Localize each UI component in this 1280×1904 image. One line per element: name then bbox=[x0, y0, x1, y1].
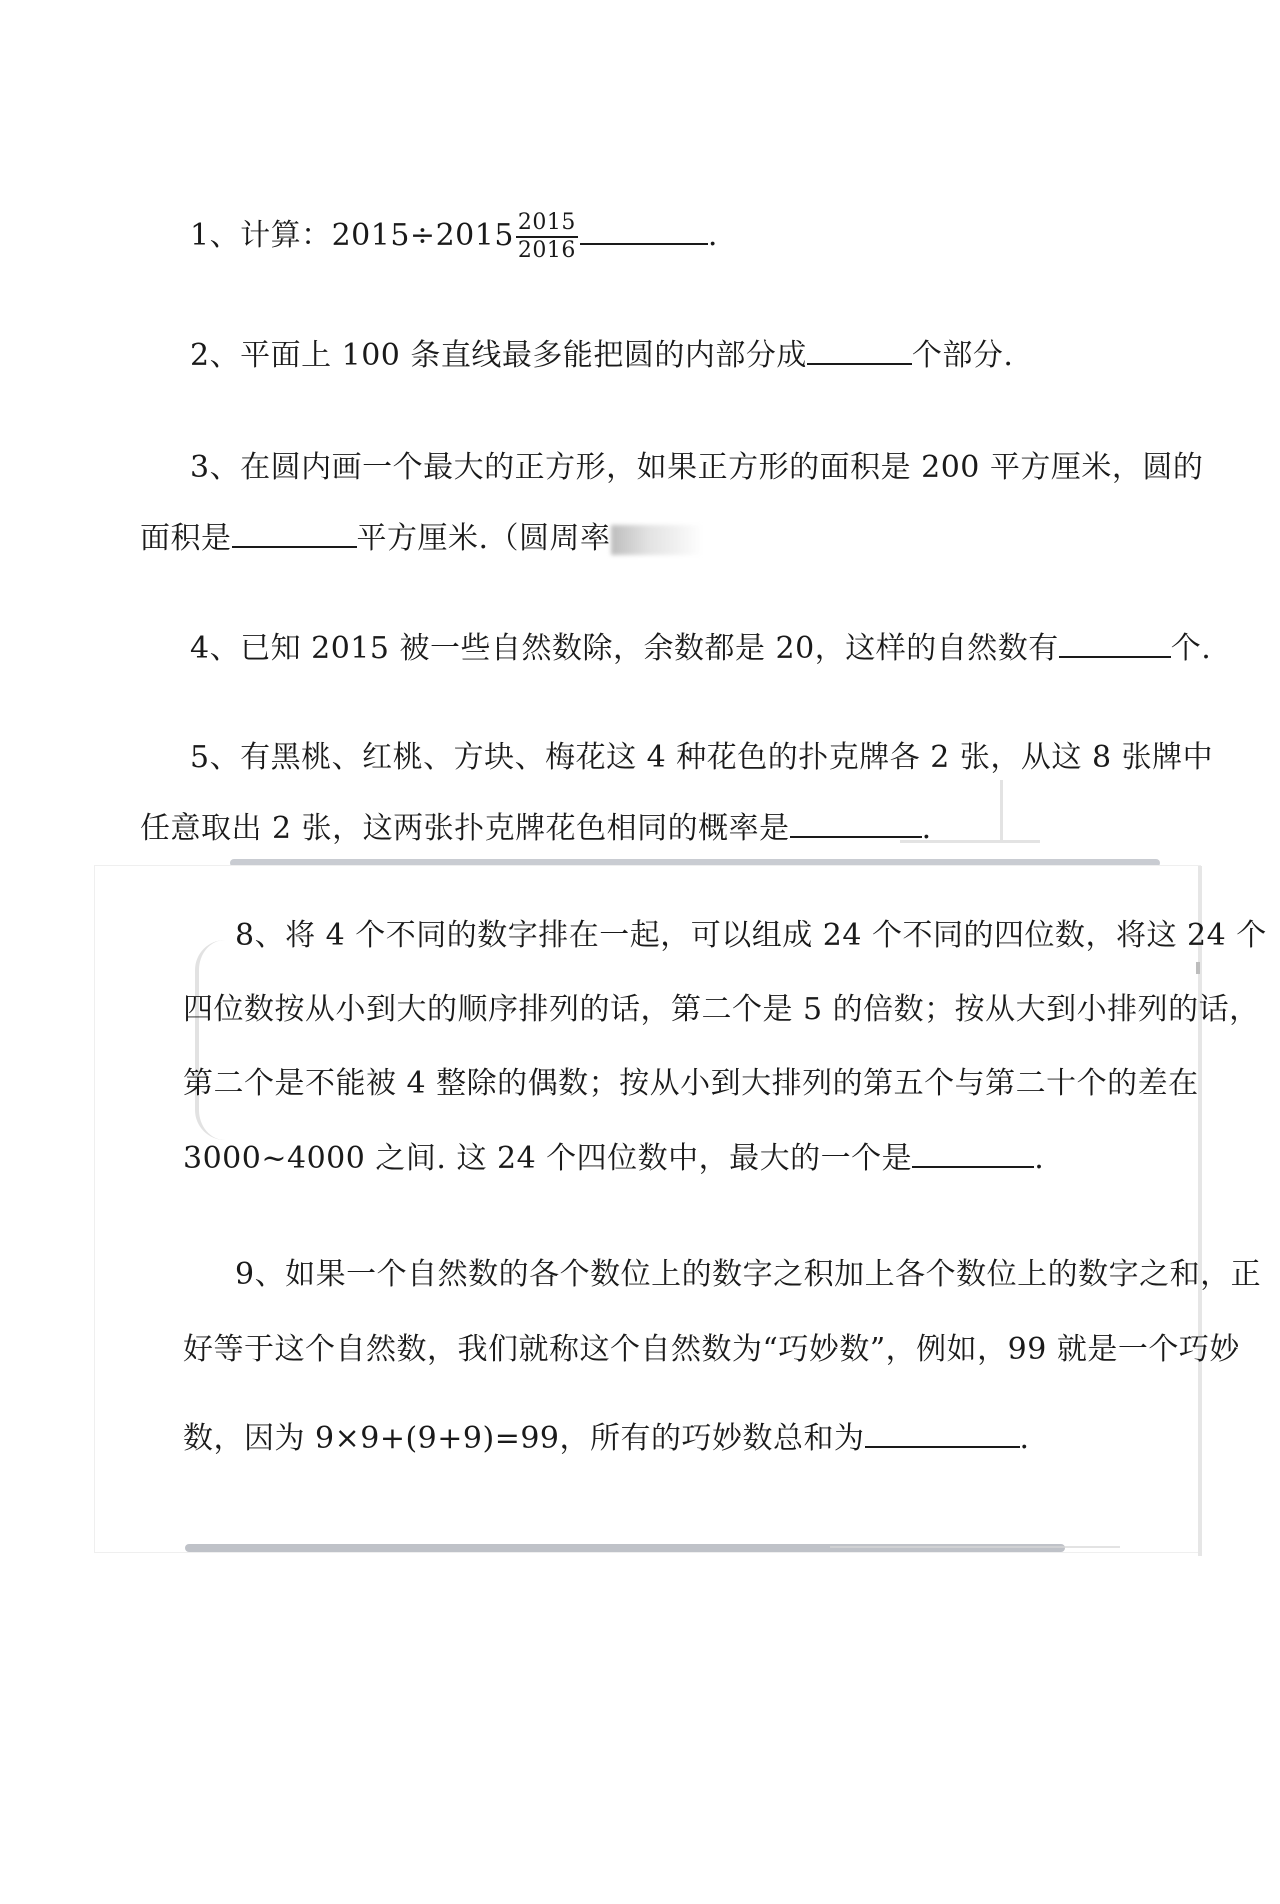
show-through-mark bbox=[1000, 780, 1007, 840]
answer-blank-3[interactable] bbox=[232, 518, 357, 548]
question-2-end: 个部分. bbox=[911, 338, 1014, 373]
question-9-text-2: 好等于这个自然数，我们就称这个自然数为“巧妙数”，例如，99 就是一个巧妙 bbox=[183, 1332, 1240, 1367]
question-5-line-1 bbox=[190, 738, 1213, 778]
answer-blank-2[interactable] bbox=[807, 335, 912, 365]
question-3-text-2: 面积是 bbox=[140, 521, 232, 556]
question-8-line-4 bbox=[183, 1138, 1044, 1179]
question-8-end: . bbox=[1034, 1141, 1045, 1176]
question-9-text-1: 9、如果一个自然数的各个数位上的数字之积加上各个数位上的数字之和，正 bbox=[235, 1257, 1262, 1292]
question-8-line-2 bbox=[183, 990, 1260, 1030]
question-8-text-3: 第二个是不能被 4 整除的偶数；按从小到大排列的第五个与第二十个的差在 bbox=[183, 1066, 1199, 1101]
question-5-text-2: 任意取出 2 张，这两张扑克牌花色相同的概率是 bbox=[140, 811, 790, 846]
show-through-mark bbox=[195, 940, 319, 1140]
fraction-numerator: 2015 bbox=[516, 210, 578, 238]
question-3-text-1: 3、在圆内画一个最大的正方形，如果正方形的面积是 200 平方厘米，圆的 bbox=[190, 450, 1204, 485]
answer-blank-1[interactable] bbox=[580, 215, 708, 245]
question-3-line-1 bbox=[190, 448, 1203, 488]
question-1-end: . bbox=[707, 218, 718, 253]
question-9-end: . bbox=[1019, 1421, 1030, 1456]
question-2-text: 2、平面上 100 条直线最多能把圆的内部分成 bbox=[190, 338, 807, 373]
question-9-line-2 bbox=[183, 1330, 1240, 1370]
question-8-line-3 bbox=[183, 1064, 1199, 1104]
panel-scroll-tick bbox=[1196, 962, 1200, 974]
question-5-line-2 bbox=[140, 808, 932, 849]
question-9-text-3: 数，因为 9×9+(9+9)=99，所有的巧妙数总和为 bbox=[183, 1421, 865, 1456]
question-2 bbox=[190, 335, 1013, 376]
question-8-text-1: 8、将 4 个不同的数字排在一起，可以组成 24 个不同的四位数，将这 24 个 bbox=[235, 918, 1267, 953]
question-9-line-1 bbox=[235, 1255, 1261, 1295]
question-4 bbox=[190, 628, 1211, 669]
answer-blank-9[interactable] bbox=[865, 1418, 1020, 1448]
answer-blank-8[interactable] bbox=[912, 1138, 1034, 1168]
question-1-text: 1、计算：2015÷2015 bbox=[190, 218, 514, 253]
fraction bbox=[516, 210, 578, 264]
question-5-text-1: 5、有黑桃、红桃、方块、梅花这 4 种花色的扑克牌各 2 张，从这 8 张牌中 bbox=[190, 740, 1214, 775]
show-through-mark bbox=[900, 800, 1040, 843]
question-9-line-3 bbox=[183, 1418, 1030, 1459]
question-8-text-2: 四位数按从小到大的顺序排列的话，第二个是 5 的倍数；按从大到小排列的话， bbox=[183, 992, 1260, 1027]
question-8-line-1 bbox=[235, 916, 1267, 956]
answer-blank-4[interactable] bbox=[1059, 628, 1171, 658]
question-8-text-4: 3000~4000 之间. 这 24 个四位数中，最大的一个是 bbox=[183, 1141, 913, 1176]
question-4-end: 个. bbox=[1170, 631, 1212, 666]
question-4-text: 4、已知 2015 被一些自然数除，余数都是 20，这样的自然数有 bbox=[190, 631, 1059, 666]
question-5-end: . bbox=[921, 811, 932, 846]
question-3-line-2 bbox=[140, 518, 703, 559]
blurred-redaction bbox=[611, 525, 703, 555]
cutoff-text-fragment bbox=[830, 1540, 1120, 1548]
question-3-text-3: 平方厘米.（圆周率 bbox=[356, 521, 611, 556]
fraction-denominator: 2016 bbox=[517, 238, 576, 263]
question-1 bbox=[190, 210, 718, 264]
